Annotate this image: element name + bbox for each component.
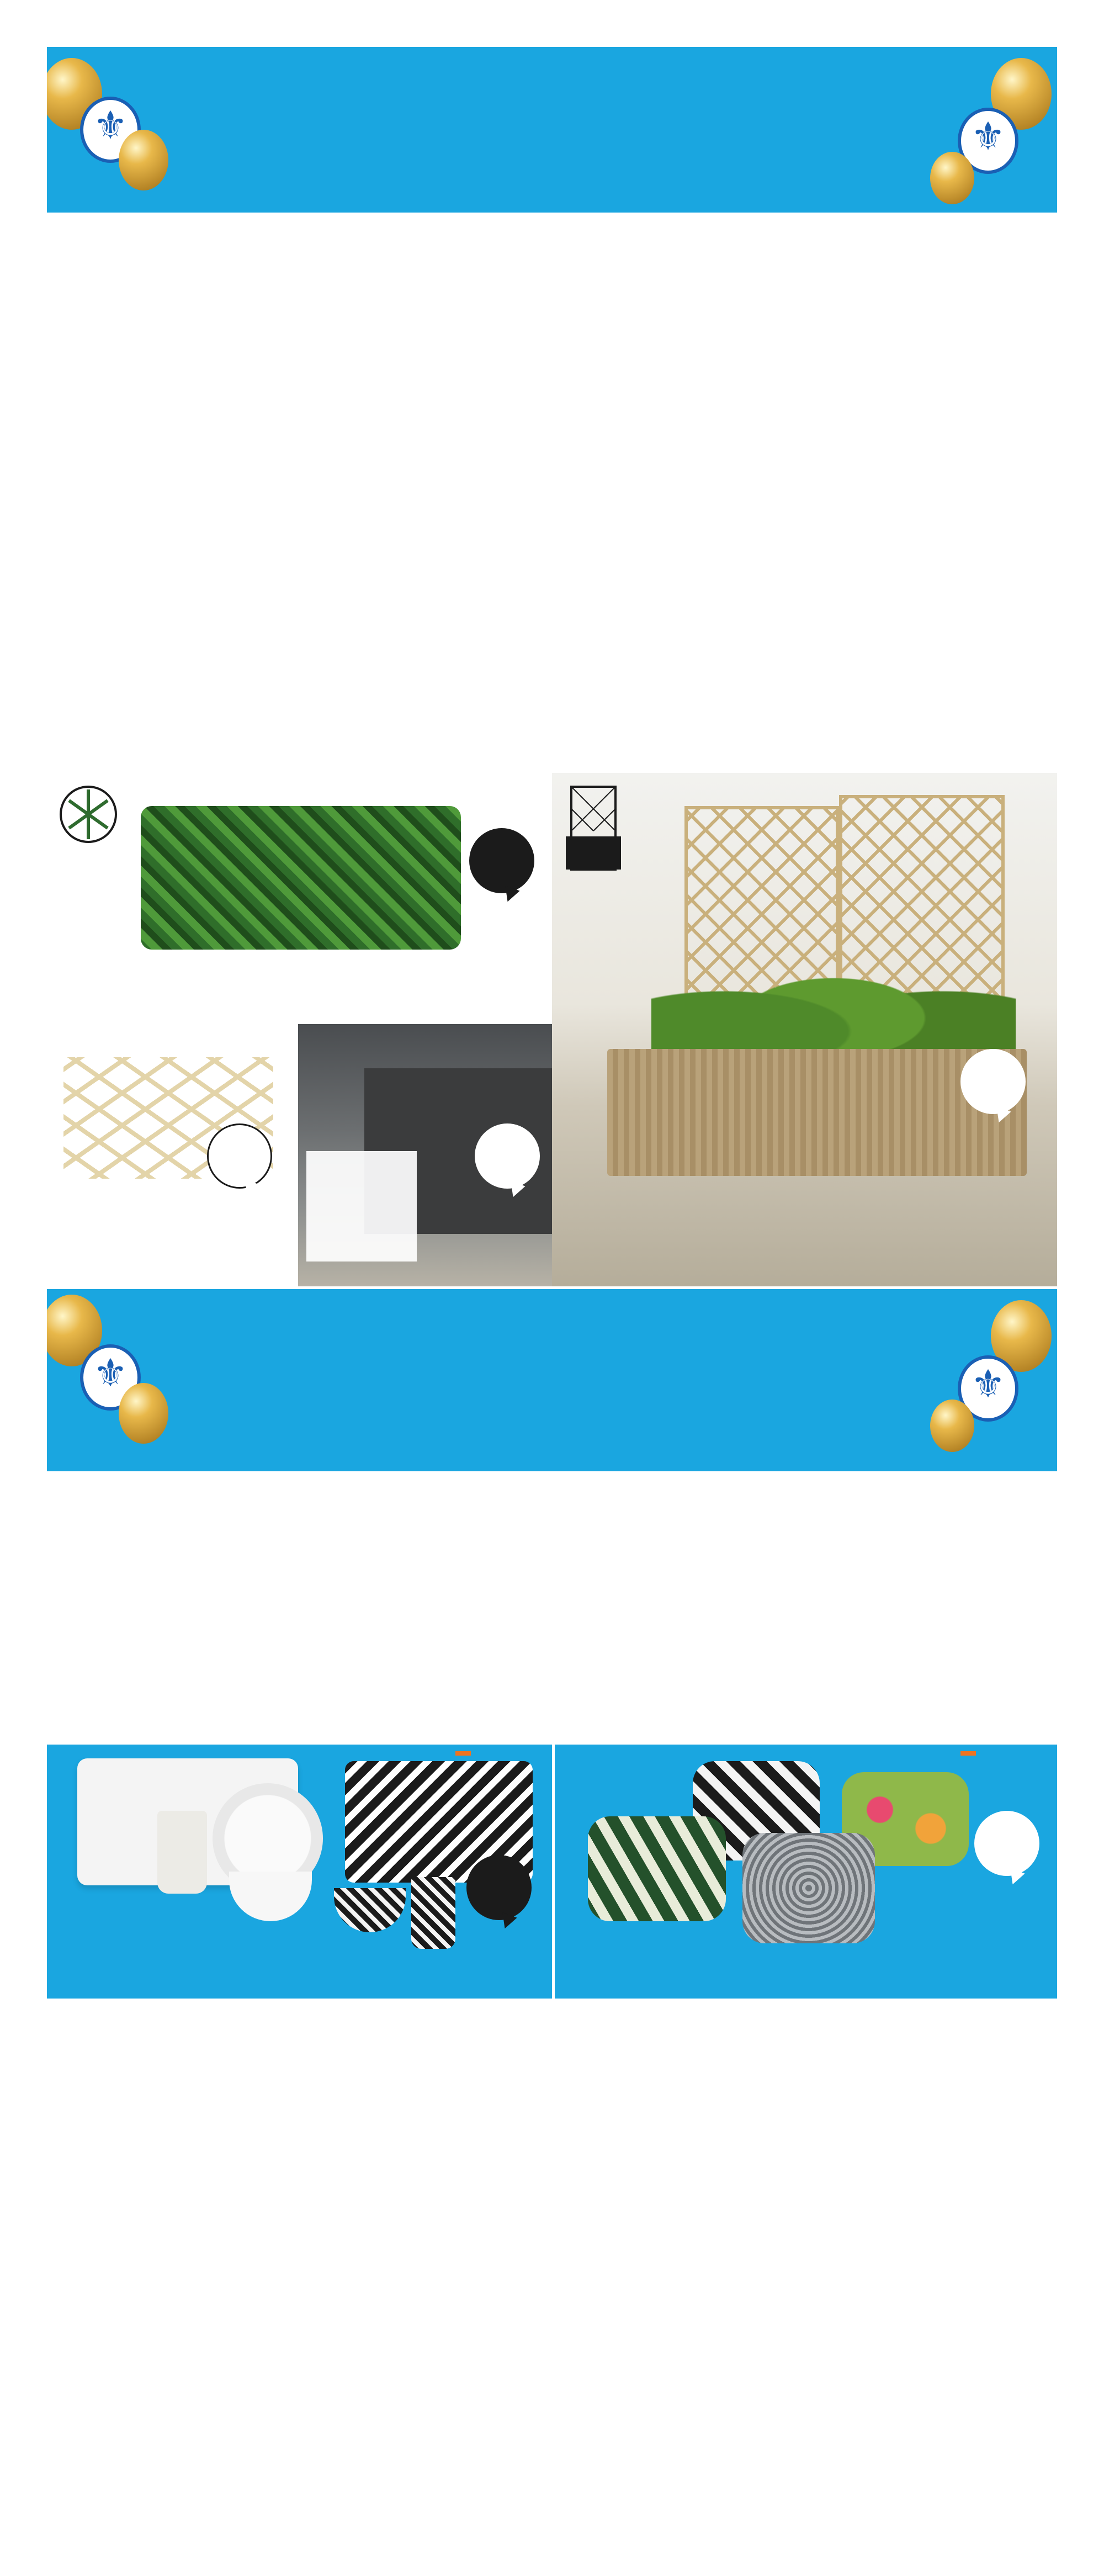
kiruna-pouf-4 — [742, 1833, 875, 1943]
kiruna-new-badge — [960, 1751, 976, 1756]
balloon-decoration — [119, 1383, 168, 1444]
product-bambou[interactable] — [47, 1024, 295, 1286]
product-skovtur[interactable] — [47, 1745, 552, 1999]
trellis-icon — [563, 784, 624, 872]
balloon-decoration — [930, 152, 974, 204]
banner-outdoor-furniture — [47, 1289, 1057, 1471]
skovtur-patterned-bowl-image — [334, 1888, 406, 1932]
product-pejelt[interactable] — [298, 1024, 552, 1286]
kiruna-pouf-3 — [588, 1816, 726, 1921]
product-trana[interactable] — [552, 773, 1057, 1286]
bambou-discount-bubble — [207, 1123, 272, 1189]
skovtur-cup-image — [157, 1811, 207, 1894]
circle-icon — [58, 784, 119, 845]
skovtur-discount-bubble — [466, 1855, 532, 1920]
skovtur-new-badge — [455, 1751, 471, 1756]
balloon-decoration — [930, 1400, 974, 1452]
balloon-decoration — [119, 130, 168, 190]
pejelt-discount-bubble — [475, 1123, 540, 1189]
holmger-trellis-image — [141, 806, 461, 950]
skovtur-patterned-cup-image — [411, 1877, 455, 1949]
kiruna-discount-bubble — [974, 1811, 1039, 1876]
banner-garden — [47, 47, 1057, 213]
pejelt-text-box — [306, 1151, 417, 1262]
product-kiruna[interactable] — [555, 1745, 1057, 1999]
skovtur-bowl-image — [229, 1872, 312, 1921]
product-holmger[interactable] — [47, 773, 552, 1021]
trana-discount-bubble — [960, 1049, 1026, 1114]
holmger-discount-bubble — [469, 828, 534, 893]
